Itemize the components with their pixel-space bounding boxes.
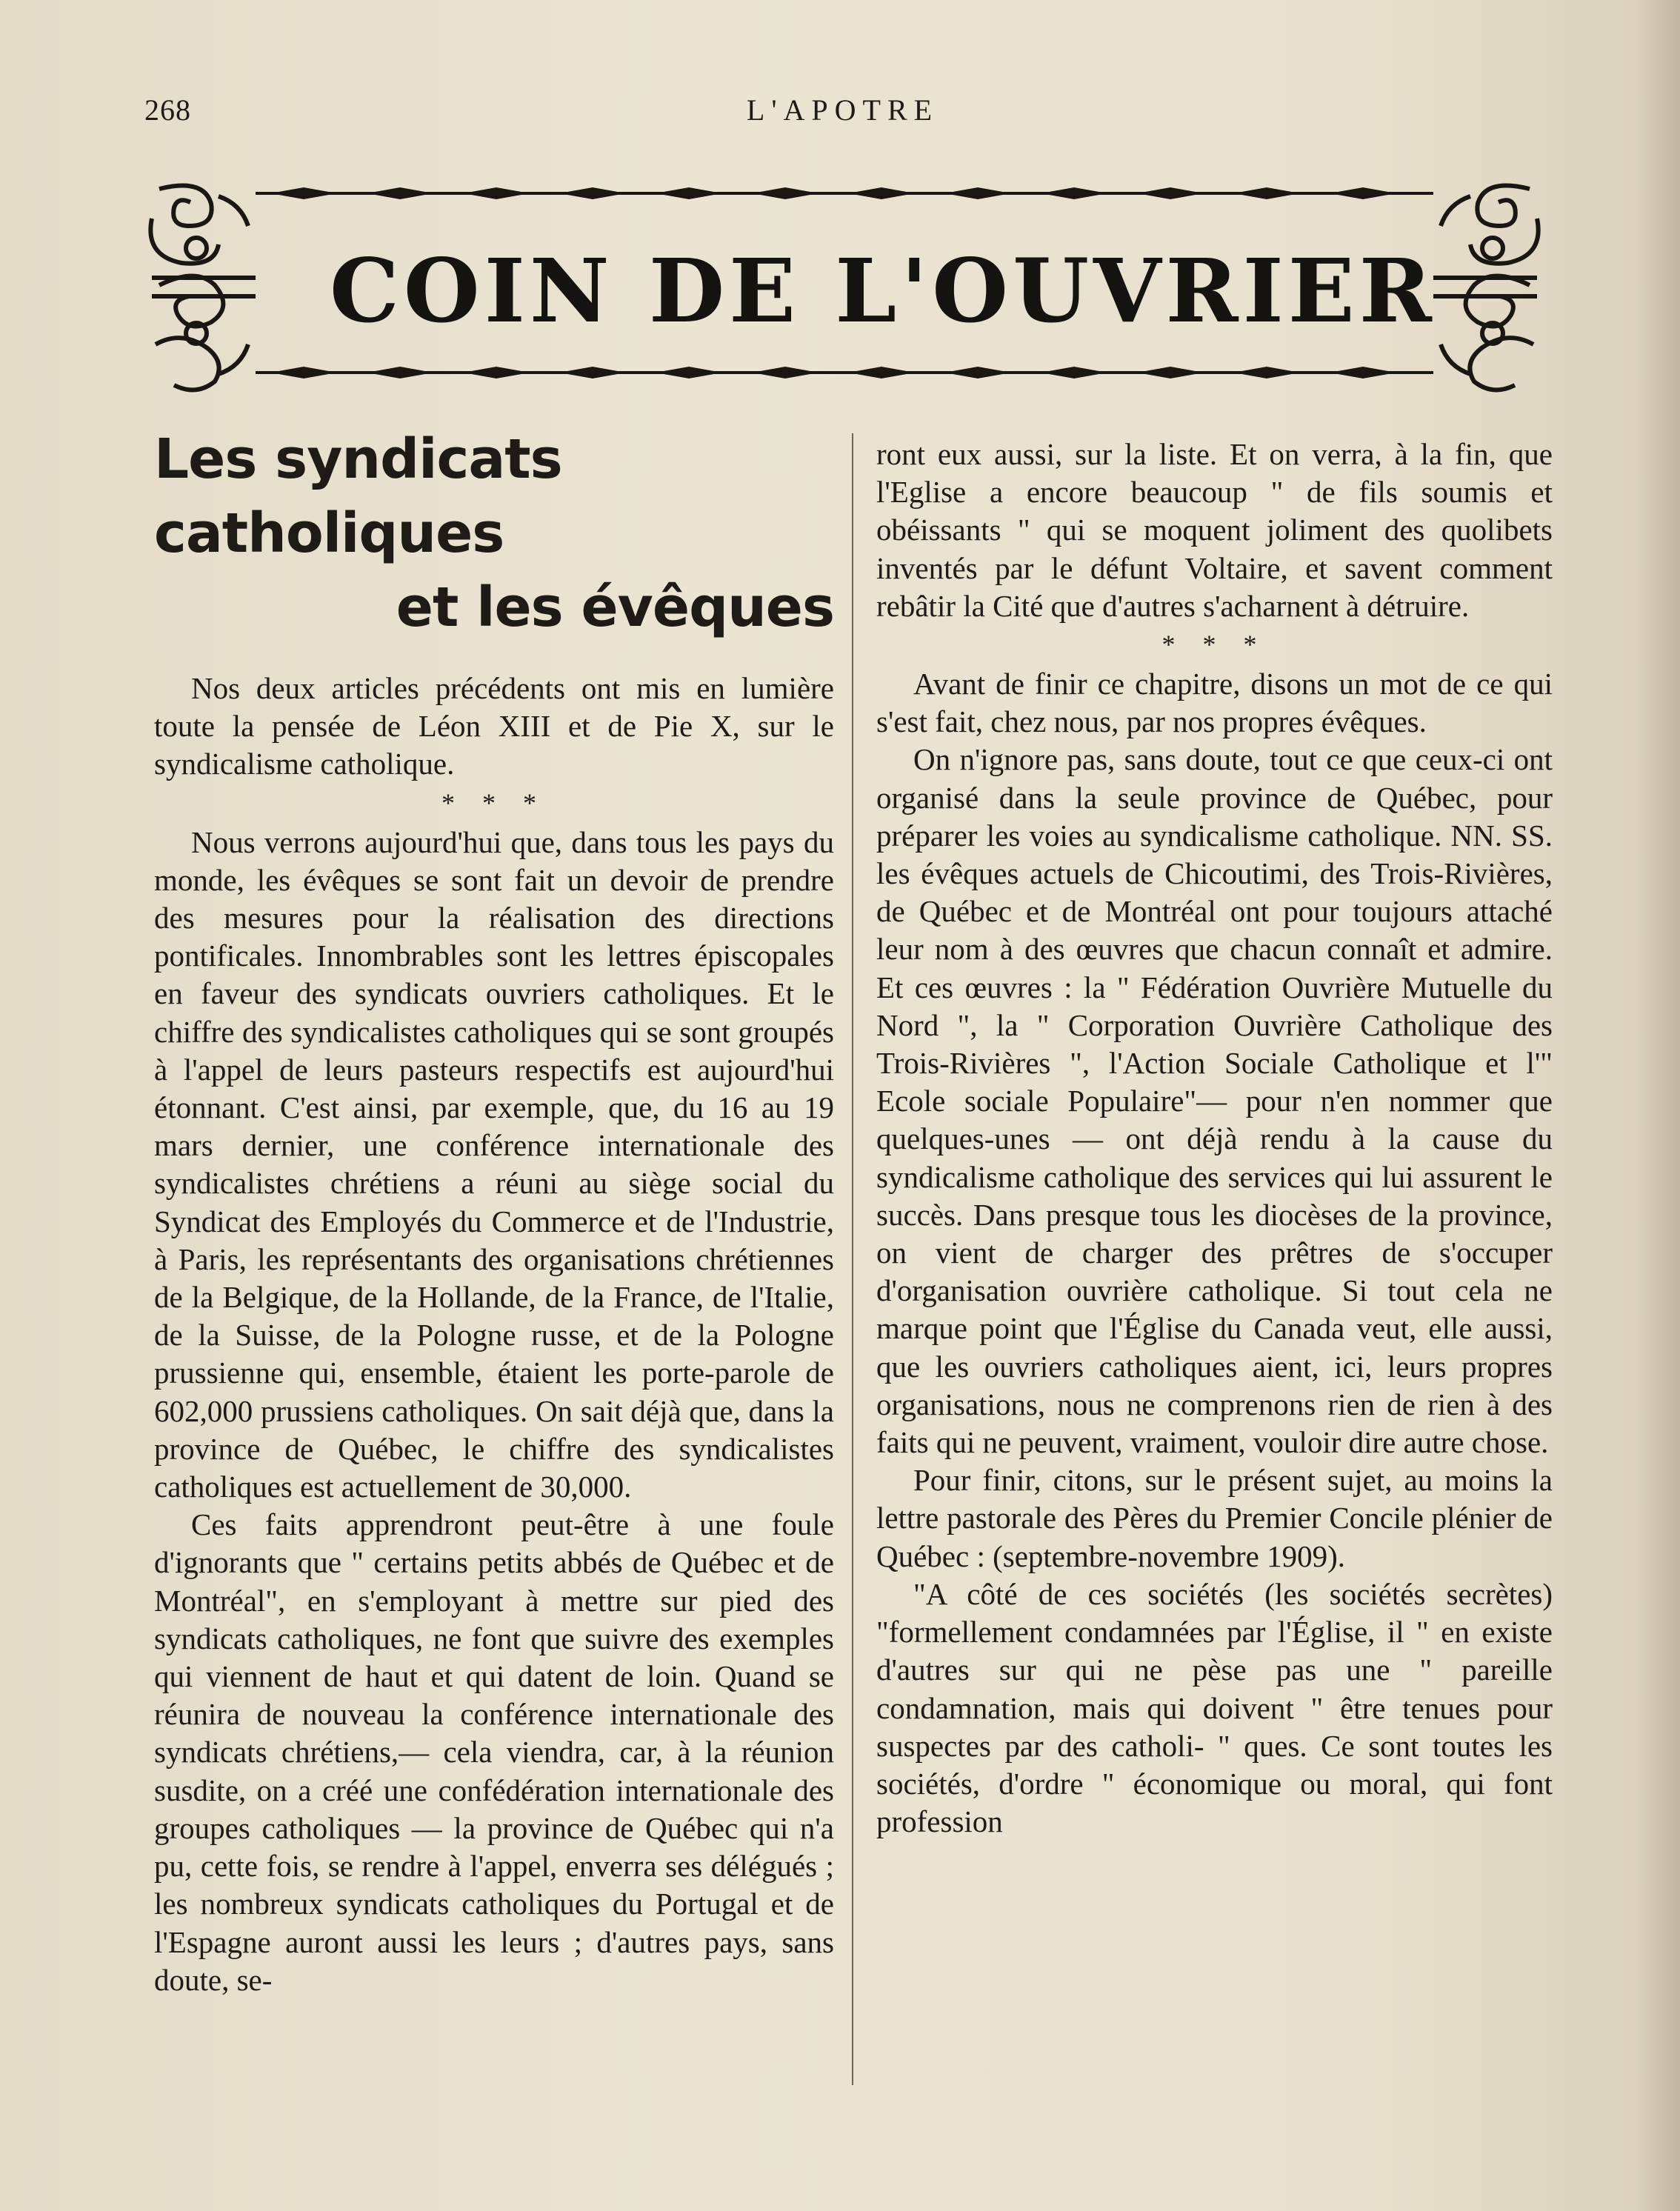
section-banner: [144, 174, 1544, 396]
paragraph: Nous verrons aujourd'hui que, dans tous les pays du monde, les évêques se sont fait un devoir de prendre des mesures pour la réalisation des directions pontificales. Innombrables sont les lettres épiscopales en faveur des syndicats ouvriers catholiques. Et le chiffre des syndicalistes catholiques qui se sont groupés à l'appel de leurs pasteurs respectifs est aujourd'hui étonnant. C'est ainsi, par exemple, que, du 16 au 19 mars dernier, une conférence internationale des syndicalistes chrétiens a réuni au siège social du Syndicat des Employés du Commerce et de l'Industrie, à Paris, les représentants des organisations chrétiennes de la Belgique, de la Hollande, de la France, de l'Italie, de la Suisse, de la Pologne russe, et de la Pologne prussienne qui, ensemble, étaient les porte-parole de 602,000 prussiens catholiques. On sait déjà que, dans la province de Québec, le chiffre des syndicalistes catholiques est actuellement de 30,000.: [154, 824, 834, 1504]
asterism-separator: * * *: [1161, 630, 1267, 660]
left-column: [154, 422, 834, 1999]
paragraph: On n'ignore pas, sans doute, tout ce que ceux-ci ont organisé dans la seule province de Québec, pour préparer les voies au syndicalisme catholique. NN. SS. les évêques actuels de Chicoutimi, des Trois-Rivières, de Québec et de Montréal ont pour toujours attaché leur nom à des œuvres que chacun connaît et admire. Et ces œuvres : la " Fédération Ouvrière Mutuelle du Nord ", la " Corporation Ouvrière Catholique des Trois-Rivières ", l'Action Sociale Catholique et l'" Ecole sociale Populaire"— pour n'en nommer que quelques-unes — ont déjà rendu à la cause du syndicalisme catholique des services qui lui assurent le succès. Dans presque tous les diocèses de la province, on vient de charger des prêtres de s'occuper d'organisation ouvrière catholique. Si tout cela ne marque point que l'Église du Canada veut, elle aussi, que les ouvriers catholiques aient, ici, leurs propres organisations, nous ne comprenons rien de rien à des faits qui ne peuvent, vraiment, vouloir dire autre chose.: [876, 742, 1553, 1460]
paragraph: Ces faits apprendront peut-être à une foule d'ignorants que " certains petits abbés de Québec et de Montréal", en s'employant à mettre sur pied des syndicats catholiques, ne font que suivre des exemples qui viennent de haut et qui datent de loin. Quand se réunira de nouveau la conférence internationale des syndicats chrétiens,— cela viendra, car, à la réunion susdite, on a créé une confédération internationale des groupes catholiques — la province de Québec qui n'a pu, cette fois, se rendre à l'appel, enverra ses délégués ; les nombreux syndicats catholiques du Portugal et de l'Espagne auront aussi les leurs ; d'autres pays, sans doute, se-: [154, 1507, 834, 1997]
right-scroll-ornament: [1433, 186, 1539, 390]
left-scroll-ornament: [150, 186, 256, 390]
article-title-line-1: Les syndicats catholiques: [154, 427, 562, 565]
page-number: 268: [144, 93, 191, 127]
asterism-separator: * * *: [441, 787, 547, 818]
paragraph: Avant de finir ce chapitre, disons un mot de ce qui s'est fait, chez nous, par nos propres évêques.: [876, 667, 1553, 739]
article-title-line-2: et les évêques: [396, 576, 834, 639]
running-header: [144, 93, 1541, 137]
page-edge-shadow: [1636, 0, 1680, 2211]
paragraph-continued: ront eux aussi, sur la liste. Et on verra, à la fin, que l'Eglise a encore beaucoup " de fils soumis et obéissants " qui se moquent joliment des quolibets inventés par le défunt Voltaire, et savent comment rebâtir la Cité que d'autres s'acharnent à détruire.: [876, 437, 1553, 623]
paragraph: Nos deux articles précédents ont mis en lumière toute la pensée de Léon XIII et de Pie X, sur le syndicalisme catholique.: [154, 671, 834, 781]
right-column: [876, 436, 1553, 1841]
paragraph: Pour finir, citons, sur le présent sujet, au moins la lettre pastorale des Pères du Premier Concile plénier de Québec : (septembre-novembre 1909).: [876, 1463, 1553, 1573]
running-title: L'APOTRE: [746, 93, 939, 127]
column-divider: [852, 433, 853, 2085]
quotation: "A côté de ces sociétés (les sociétés secrètes) "formellement condamnées par l'Église, il " en existe d'autres sur qui ne pèse pas une " pareille condamnation, mais qui doivent " être tenues pour suspectes par des catholi- " ques. Ce sont toutes les sociétés, d'ordre " économique ou moral, qui font profession: [876, 1576, 1553, 1839]
article-title: [154, 422, 834, 644]
section-title: COIN DE L'OUVRIER: [330, 239, 1436, 342]
